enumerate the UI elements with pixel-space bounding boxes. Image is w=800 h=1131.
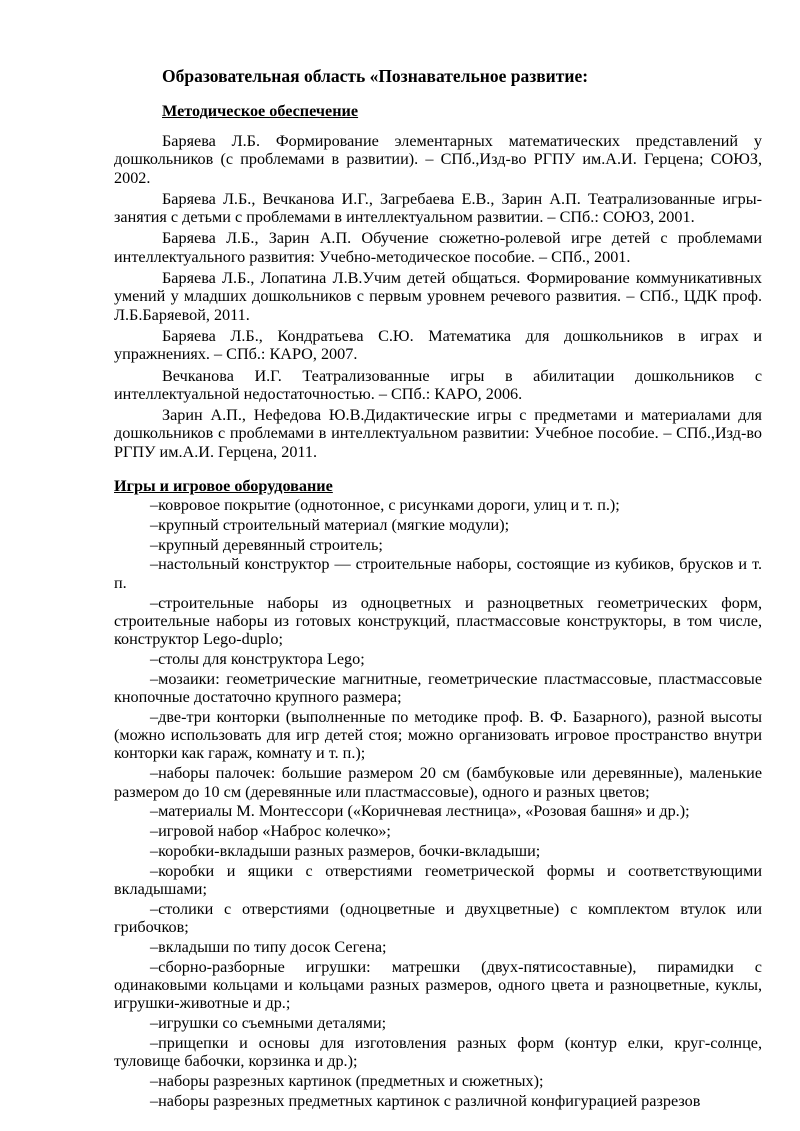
- list-item: –две-три конторки (выполненные по методике проф. В. Ф. Базарного), разной высоты (можно использовать для игр детей стоя; можно организовать игровое пространство внутри конторки как гараж, комнату и т. п.);: [114, 707, 762, 763]
- games-heading: Игры и игровое оборудование: [114, 477, 333, 496]
- reference-item: Баряева Л.Б. Формирование элементарных математических представлений у дошкольников (с проблемами в развитии). – СПб.,Изд-во РГПУ им.А.И. Герцена; СОЮЗ, 2002.: [114, 132, 762, 187]
- list-item: –игрушки со съемными деталями;: [150, 1014, 387, 1033]
- reference-item: Баряева Л.Б., Кондратьева С.Ю. Математика для дошкольников в играх и упражнениях. – СПб.: КАРО, 2007.: [114, 326, 762, 364]
- reference-list: [114, 132, 762, 461]
- reference-item: Вечканова И.Г. Театрализованные игры в абилитации дошкольников с интеллектуальной недостаточностью. – СПб.: КАРО, 2006.: [114, 366, 762, 403]
- reference-item: Баряева Л.Б., Зарин А.П. Обучение сюжетно-ролевой игре детей с проблемами интеллектуального развития: Учебно-методическое пособие. – СПб., 2001.: [114, 229, 762, 266]
- reference-item: Баряева Л.Б., Лопатина Л.В.Учим детей общаться. Формирование коммуникативных умений у младших дошкольников с первым уровнем речевого развития. – СПб., ЦДК проф. Л.Б.Баряевой, 2011.: [114, 269, 762, 324]
- list-item: –столики с отверстиями (одноцветные и двухцветные) с комплектом втулок или грибочков;: [114, 899, 762, 937]
- list-item: –строительные наборы из одноцветных и разноцветных геометрических форм, строительные наборы из готовых конструкций, пластмассовые конструкторы, в том числе, конструктор Lego-duplo;: [114, 593, 762, 649]
- list-item: –наборы разрезных предметных картинок с различной конфигурацией разрезов: [150, 1091, 701, 1110]
- page-title: Образовательная область «Познавательное развитие:: [162, 66, 589, 86]
- list-item: –наборы палочек: большие размером 20 см (бамбуковые или деревянные), маленькие размером до 10 см (деревянные или пластмассовые), одного и разных цветов;: [114, 764, 762, 801]
- list-item: –крупный строительный материал (мягкие модули);: [150, 515, 510, 534]
- reference-item: Баряева Л.Б., Вечканова И.Г., Загребаева Е.В., Зарин А.П. Театрализованные игры-занятия с детьми с проблемами в интеллектуальном развитии. – СПб.: СОЮЗ, 2001.: [114, 189, 762, 227]
- list-item: –прищепки и основы для изготовления разных форм (контур елки, круг-солнце, туловище бабочки, корзинка и др.);: [114, 1033, 762, 1071]
- list-item: –столы для конструктора Lego;: [150, 649, 365, 668]
- list-item: –мозаики: геометрические магнитные, геометрические пластмассовые, пластмассовые кнопочные достаточно крупного размера;: [114, 669, 762, 707]
- list-item: –коробки-вкладыши разных размеров, бочки-вкладыши;: [150, 841, 541, 860]
- list-item: –ковровое покрытие (однотонное, с рисунками дороги, улиц и т. п.);: [150, 496, 620, 515]
- list-item: –сборно-разборные игрушки: матрешки (двух-пятисоставные), пирамидки с одинаковыми кольцами и кольцами разных размеров, одного цвета и разноцветные, куклы, игрушки-животные и др.;: [114, 957, 762, 1013]
- equipment-list: [114, 496, 762, 1110]
- methodical-heading: Методическое обеспечение: [162, 102, 359, 120]
- list-item: –крупный деревянный строитель;: [150, 535, 383, 554]
- list-item: –материалы М. Монтессори («Коричневая лестница», «Розовая башня» и др.);: [150, 802, 690, 821]
- list-item: –игровой набор «Наброс колечко»;: [150, 822, 391, 841]
- list-item: –настольный конструктор — строительные наборы, состоящие из кубиков, брусков и т. п.: [114, 555, 762, 592]
- list-item: –коробки и ящики с отверстиями геометрической формы и соответствующими вкладышами;: [114, 861, 762, 898]
- reference-item: Зарин А.П., Нефедова Ю.В.Дидактические игры с предметами и материалами для дошкольников с проблемами в интеллектуальном развитии: Учебное пособие. – СПб.,Изд-во РГПУ им.А.И. Герцена, 2011.: [114, 406, 762, 461]
- list-item: –наборы разрезных картинок (предметных и сюжетных);: [150, 1071, 544, 1090]
- list-item: –вкладыши по типу досок Сегена;: [150, 937, 387, 956]
